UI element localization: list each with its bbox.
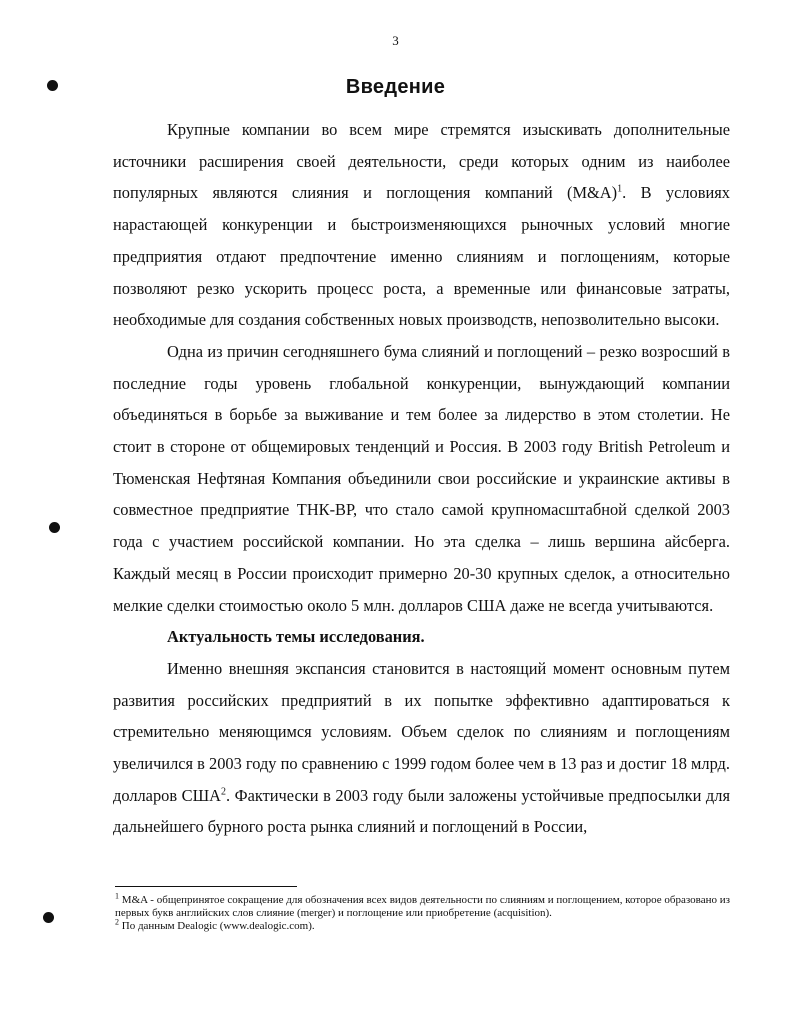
- footnotes: [115, 891, 730, 933]
- page-title: Введение: [345, 76, 446, 98]
- footnote-divider: [115, 886, 297, 887]
- footnote-1: [115, 891, 730, 920]
- paragraph-intro-text-cont: . В условиях нарастающей конкуренции и быстроизменяющихся рыночных условий многие предприятия отдают предпочтение именно слияниям и поглощениям, которые позволяют резко ускорить процесс роста, а временные или финансовые затраты, необходимые для создания собственных новых производств, непозволительно высоки.: [113, 183, 730, 330]
- paragraph-expansion: [113, 653, 730, 843]
- paragraph-intro: [113, 114, 730, 336]
- footnote-ref-2[interactable]: 2: [220, 786, 226, 798]
- footnote-1-text: M&A - общепринятое сокращение для обозначения всех видов деятельности по слияниям и поглощением, которое образовано из первых букв английских слов слияние (merger) и поглощение или приобретение (acquisition).: [115, 894, 730, 919]
- page-number: 3: [392, 33, 399, 48]
- footnote-mark-1: 1: [115, 891, 119, 901]
- paragraph-expansion-text: Именно внешняя экспансия становится в настоящий момент основным путем развития российских предприятий в их попытке эффективно адаптироваться к стремительно меняющимся условиям. Объем сделок по слияниям и поглощениям увеличился в 2003 году по сравнению с 1999 годом более чем в 13 раз и достиг 18 млрд. долларов США: [113, 658, 730, 805]
- paragraph-expansion-text-cont: . Фактически в 2003 году были заложены устойчивые предпосылки для дальнейшего бурного роста рынка слияний и поглощений в России,: [113, 785, 730, 837]
- body-text: [113, 114, 730, 843]
- paragraph-intro-text: Крупные компании во всем мире стремятся изыскивать дополнительные источники расширения своей деятельности, среди которых одним из наиболее популярных являются слияния и поглощения компаний (M&A): [113, 120, 730, 203]
- section-heading-relevance: Актуальность темы исследования.: [167, 627, 425, 647]
- footnote-2-text: По данным Dealogic (www.dealogic.com).: [119, 920, 315, 932]
- footnote-2: [115, 917, 730, 933]
- footnote-ref-1[interactable]: 1: [617, 183, 623, 195]
- footnote-mark-2: 2: [115, 917, 119, 927]
- paragraph-reasons: Одна из причин сегодняшнего бума слияний и поглощений – резко возросший в последние годы уровень глобальной конкуренции, вынуждающий компании объединяться в борьбе за выживание и тем более за лидерство в этом столетии. Не стоит в стороне от общемировых тенденций и Россия. В 2003 году British Petroleum и Тюменская Нефтяная Компания объединили свои российские и украинские активы в совместное предприятие ТНК-ВР, что стало самой крупномасштабной сделкой 2003 года с участием российской компании. Но эта сделка – лишь вершина айсберга. Каждый месяц в России происходит примерно 20-30 крупных сделок, а относительно мелкие сделки стоимостью около 5 млн. долларов США даже не всегда учитываются.: [113, 341, 730, 615]
- binder-hole-middle: [49, 522, 60, 533]
- binder-hole-bottom: [43, 912, 54, 923]
